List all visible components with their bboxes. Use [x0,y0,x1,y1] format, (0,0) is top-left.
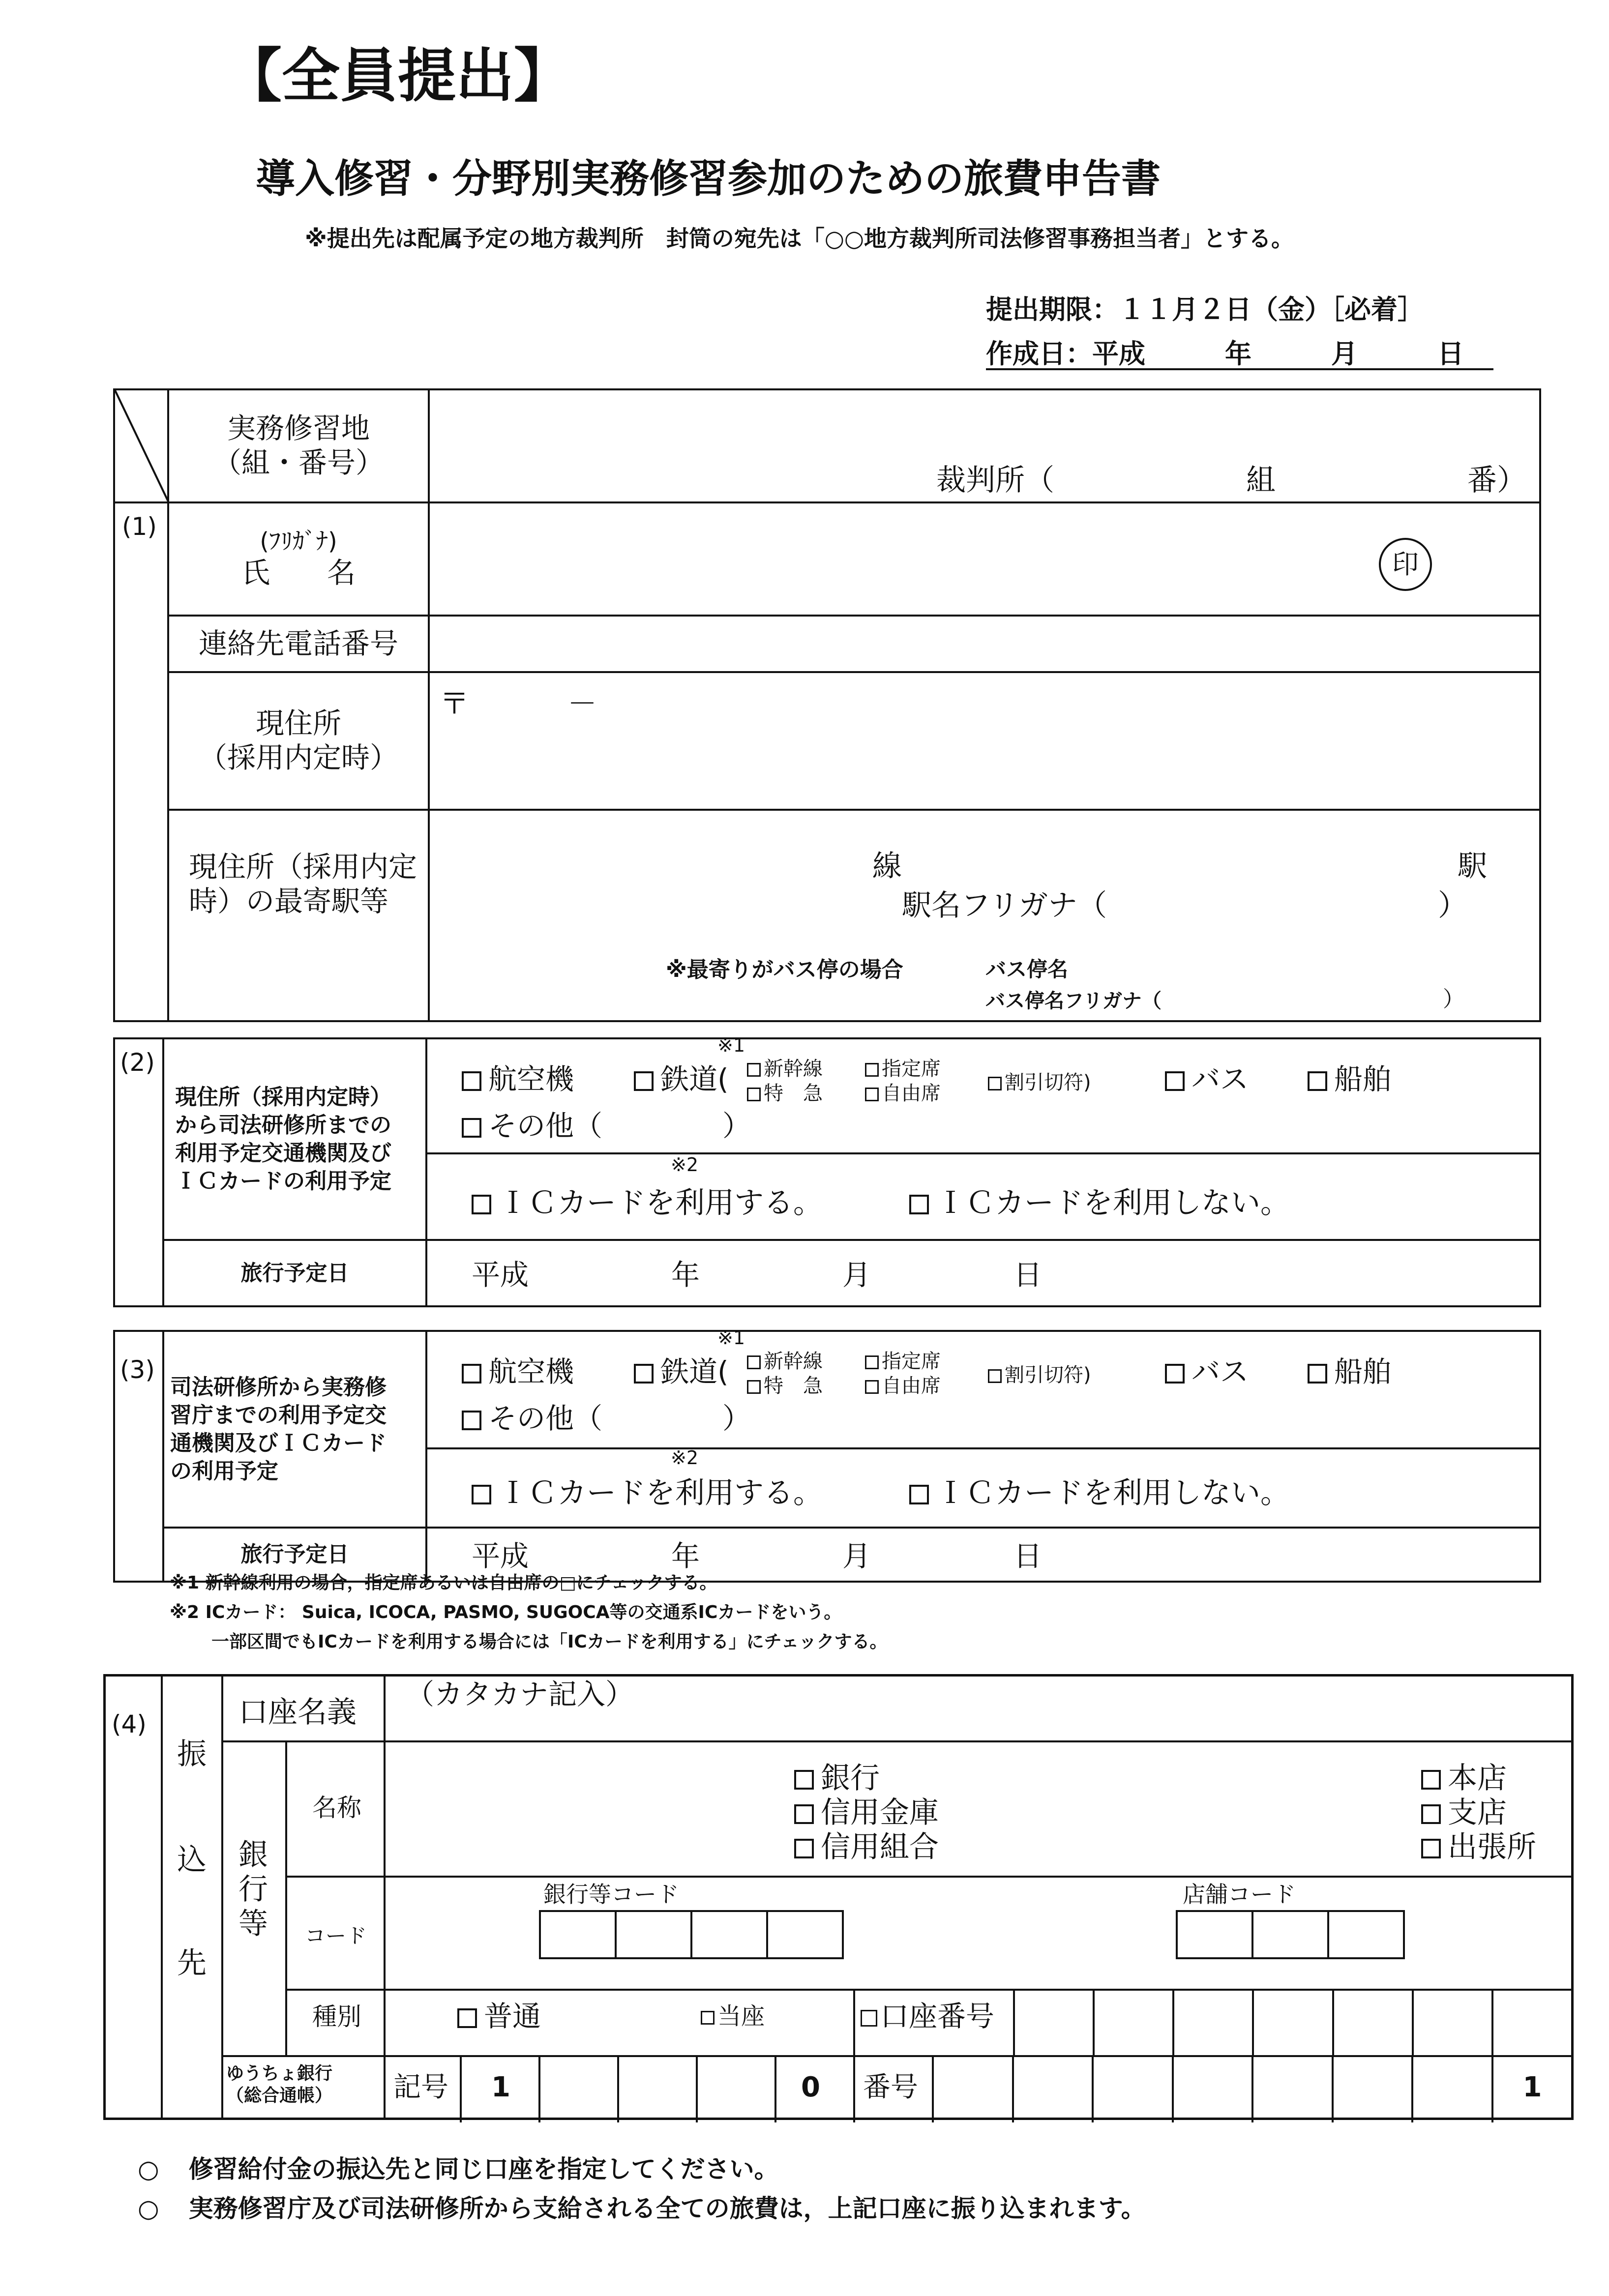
kumi-text: 組 [1246,463,1276,498]
section-1-number: (1) [122,512,157,541]
travel-date-label-2: 旅行予定日 [240,1260,349,1286]
futsu-option[interactable]: 普通 [457,2001,541,2032]
section-4-number: (4) [112,1710,147,1738]
practice-site-label: 実務修習地 （組・番号） [212,412,384,479]
deadline-text: 提出期限：１１月２日（金）［必着］ [986,294,1424,325]
account-number-label: 口座番号 [861,2001,994,2032]
reserved-option[interactable]: 指定席 [865,1058,941,1080]
kigo-last-digit: 0 [801,2071,820,2103]
name-field[interactable] [429,502,1540,616]
furikomi-char-1: 振 [177,1737,207,1771]
other-close: ） [722,1402,751,1435]
rail-checkbox[interactable] [634,1071,654,1091]
practice-site-field[interactable] [429,389,1540,502]
other-checkbox[interactable] [462,1411,481,1430]
footnote-1: ※1 新幹線利用の場合，指定席あるいは自由席の□にチェックする。 [170,1573,717,1593]
branch-code-boxes[interactable] [1178,1910,1405,1959]
bank-type-bank[interactable]: 銀行 [794,1762,880,1795]
note-1-mark: ※1 [717,1034,745,1056]
address-field[interactable] [429,672,1540,810]
footnote-2: ※2 ICカード： Suica, ICOCA, PASMO, SUGOCA等の交通系ICカードをいう。 [170,1602,842,1622]
bank-name-field[interactable] [386,1742,1571,1874]
phone-label: 連絡先電話番号 [198,626,398,660]
furikomi-char-3: 先 [177,1946,207,1980]
route-label-3: 司法研修所から実務修 習庁までの利用予定交 通機関及びＩＣカード の利用予定 [170,1374,387,1484]
unreserved-option[interactable]: 自由席 [865,1375,941,1397]
name-kana-label: (ﾌﾘｶﾞﾅ) [260,528,337,556]
transport-options-2 [426,1034,1540,1240]
note-1-mark: ※1 [717,1327,745,1349]
postal-mark: 〒 [440,687,469,721]
ic-use-checkbox[interactable] [472,1485,491,1504]
submission-note: ※提出先は配属予定の地方裁判所 封筒の宛先は「○○地方裁判所司法修習事務担当者」とする。 [305,225,1294,252]
rail-checkbox[interactable] [634,1364,654,1383]
account-kind-label: 種別 [312,2002,361,2031]
yucho-label: ゆうちょ銀行 （総合通帳） [226,2063,333,2106]
bango-boxes[interactable] [932,2055,1571,2122]
ship-option[interactable]: 船舶 [1308,1356,1391,1388]
bus-stop-kana-close: ） [1443,987,1464,1012]
ic-divider [427,1447,1539,1449]
bango-last-digit: 1 [1522,2071,1542,2103]
form-title: 導入修習・分野別実務修習参加のための旅費申告書 [256,156,1161,202]
branch-type-head[interactable]: 本店 [1421,1762,1507,1795]
ic-nouse-checkbox[interactable] [909,1485,929,1504]
name-label: 氏 名 [241,556,356,589]
other-checkbox[interactable] [462,1118,481,1138]
bank-group-char-2: 行 [238,1872,268,1907]
section-2-table [113,1034,1541,1307]
bus-option[interactable]: バス [1165,1064,1249,1095]
airplane-option[interactable]: 航空機 [462,1064,574,1095]
bus-checkbox[interactable] [1165,1364,1185,1383]
travel-date-label-3: 旅行予定日 [240,1542,349,1567]
bank-code-boxes[interactable] [541,1910,844,1959]
bus-checkbox[interactable] [1165,1071,1185,1091]
station-text: 駅 [1458,849,1487,883]
shinkansen-option[interactable]: 新幹線 [747,1058,823,1080]
ic-nouse-option[interactable]: ＩＣカードを利用しない。 [909,1187,1290,1219]
bus-note: ※最寄りがバス停の場合 [666,957,903,982]
station-kana-text: 駅名フリガナ（ [902,888,1107,923]
kigo-boxes[interactable] [460,2055,853,2122]
ship-checkbox[interactable] [1308,1364,1327,1383]
station-kana-close: ） [1438,888,1467,923]
note-2-mark: ※2 [671,1154,699,1176]
travel-date-text-2: 平成 年 月 日 [472,1258,1043,1292]
other-close: ） [722,1109,751,1143]
footnote-3: 一部区間でもICカードを利用する場合には「ICカードを利用する」にチェックする。 [211,1632,888,1652]
bank-group-char-3: 等 [238,1907,268,1941]
ic-divider [427,1152,1539,1154]
bus-stop-name-label: バス停名 [985,957,1069,981]
other-option[interactable]: その他（ [462,1403,602,1435]
section-3-table [113,1327,1541,1583]
branch-type-sub[interactable]: 出張所 [1421,1831,1536,1863]
kigo-first-digit: 1 [491,2071,510,2103]
account-holder-label: 口座名義 [238,1695,357,1730]
tokkyu-option[interactable]: 特 急 [747,1083,823,1104]
postal-dash: － [567,687,597,721]
section-4-table [103,1674,1574,2120]
kigo-label: 記号 [393,2071,448,2103]
section-3-number: (3) [120,1355,155,1384]
ic-nouse-checkbox[interactable] [909,1195,929,1214]
branch-code-label: 店舗コード [1183,1881,1296,1908]
katakana-hint: （カタカナ記入） [406,1678,634,1711]
account-holder-field[interactable] [386,1677,1571,1738]
rail-option[interactable]: 鉄道( [634,1356,729,1388]
creation-date: 作成日：平成 年 月 日 [986,339,1493,370]
route-label-2: 現住所（採用内定時） から司法研修所までの 利用予定交通機関及び ＩＣカードの利用予定 [175,1084,391,1194]
section-2-number: (2) [120,1048,155,1077]
airplane-checkbox[interactable] [462,1364,481,1383]
rail-option[interactable]: 鉄道( [634,1064,729,1095]
court-text: 裁判所（ [936,463,1054,498]
bottom-note-1: ○ 修習給付金の振込先と同じ口座を指定してください。 [138,2155,779,2183]
note-2-mark: ※2 [671,1447,699,1469]
account-number-boxes[interactable] [1013,1989,1571,2055]
ic-use-option[interactable]: ＩＣカードを利用する。 [472,1477,823,1509]
bus-stop-kana-label: バス停名フリガナ（ [985,990,1162,1012]
ic-nouse-option[interactable]: ＩＣカードを利用しない。 [909,1477,1290,1509]
bank-type-shinkin[interactable]: 信用金庫 [794,1796,939,1829]
bango-label: 番号 [863,2071,918,2103]
nearest-station-label: 現住所（採用内定 時）の最寄駅等 [189,850,417,918]
discount-option[interactable]: 割引切符) [988,1072,1091,1093]
airplane-option[interactable]: 航空機 [462,1356,574,1388]
branch-type-branch[interactable]: 支店 [1421,1796,1507,1829]
shinkansen-option[interactable]: 新幹線 [747,1351,823,1372]
diagonal-line [115,390,169,503]
code-label: コード [305,1924,367,1948]
phone-field[interactable] [429,616,1540,672]
bank-code-label: 銀行等コード [543,1881,679,1908]
ban-text: 番） [1467,463,1526,498]
bank-group-char-1: 銀 [238,1838,268,1872]
discount-option[interactable]: 割引切符) [988,1364,1091,1386]
transport-options-3 [426,1327,1540,1528]
ic-use-checkbox[interactable] [472,1195,491,1214]
other-option[interactable]: その他（ [462,1111,602,1142]
ship-option[interactable]: 船舶 [1308,1064,1391,1095]
bank-type-kumiai[interactable]: 信用組合 [794,1831,939,1863]
travel-date-text-3: 平成 年 月 日 [472,1539,1043,1573]
tokkyu-option[interactable]: 特 急 [747,1375,823,1397]
ic-use-option[interactable]: ＩＣカードを利用する。 [472,1187,823,1219]
bus-option[interactable]: バス [1165,1356,1249,1388]
furikomi-char-2: 込 [177,1843,207,1877]
bottom-note-2: ○ 実務修習庁及び司法研修所から支給される全ての旅費は，上記口座に振り込まれます。 [138,2194,1146,2223]
unreserved-option[interactable]: 自由席 [865,1083,941,1104]
travel-date-field-2[interactable] [426,1240,1540,1306]
nearest-station-field[interactable] [429,810,1540,1021]
bank-name-label: 名称 [312,1794,361,1822]
toza-option[interactable]: 当座 [701,2003,765,2030]
section-1-table [113,388,1541,1022]
diagonal-corner-cell [114,389,168,502]
ship-checkbox[interactable] [1308,1071,1327,1091]
address-label: 現住所 （採用内定時） [198,706,398,774]
seal-mark: 印 [1379,538,1432,591]
reserved-option[interactable]: 指定席 [865,1351,941,1372]
airplane-checkbox[interactable] [462,1071,481,1091]
submission-badge: 【全員提出】 [224,42,572,110]
line-text: 線 [872,849,902,883]
